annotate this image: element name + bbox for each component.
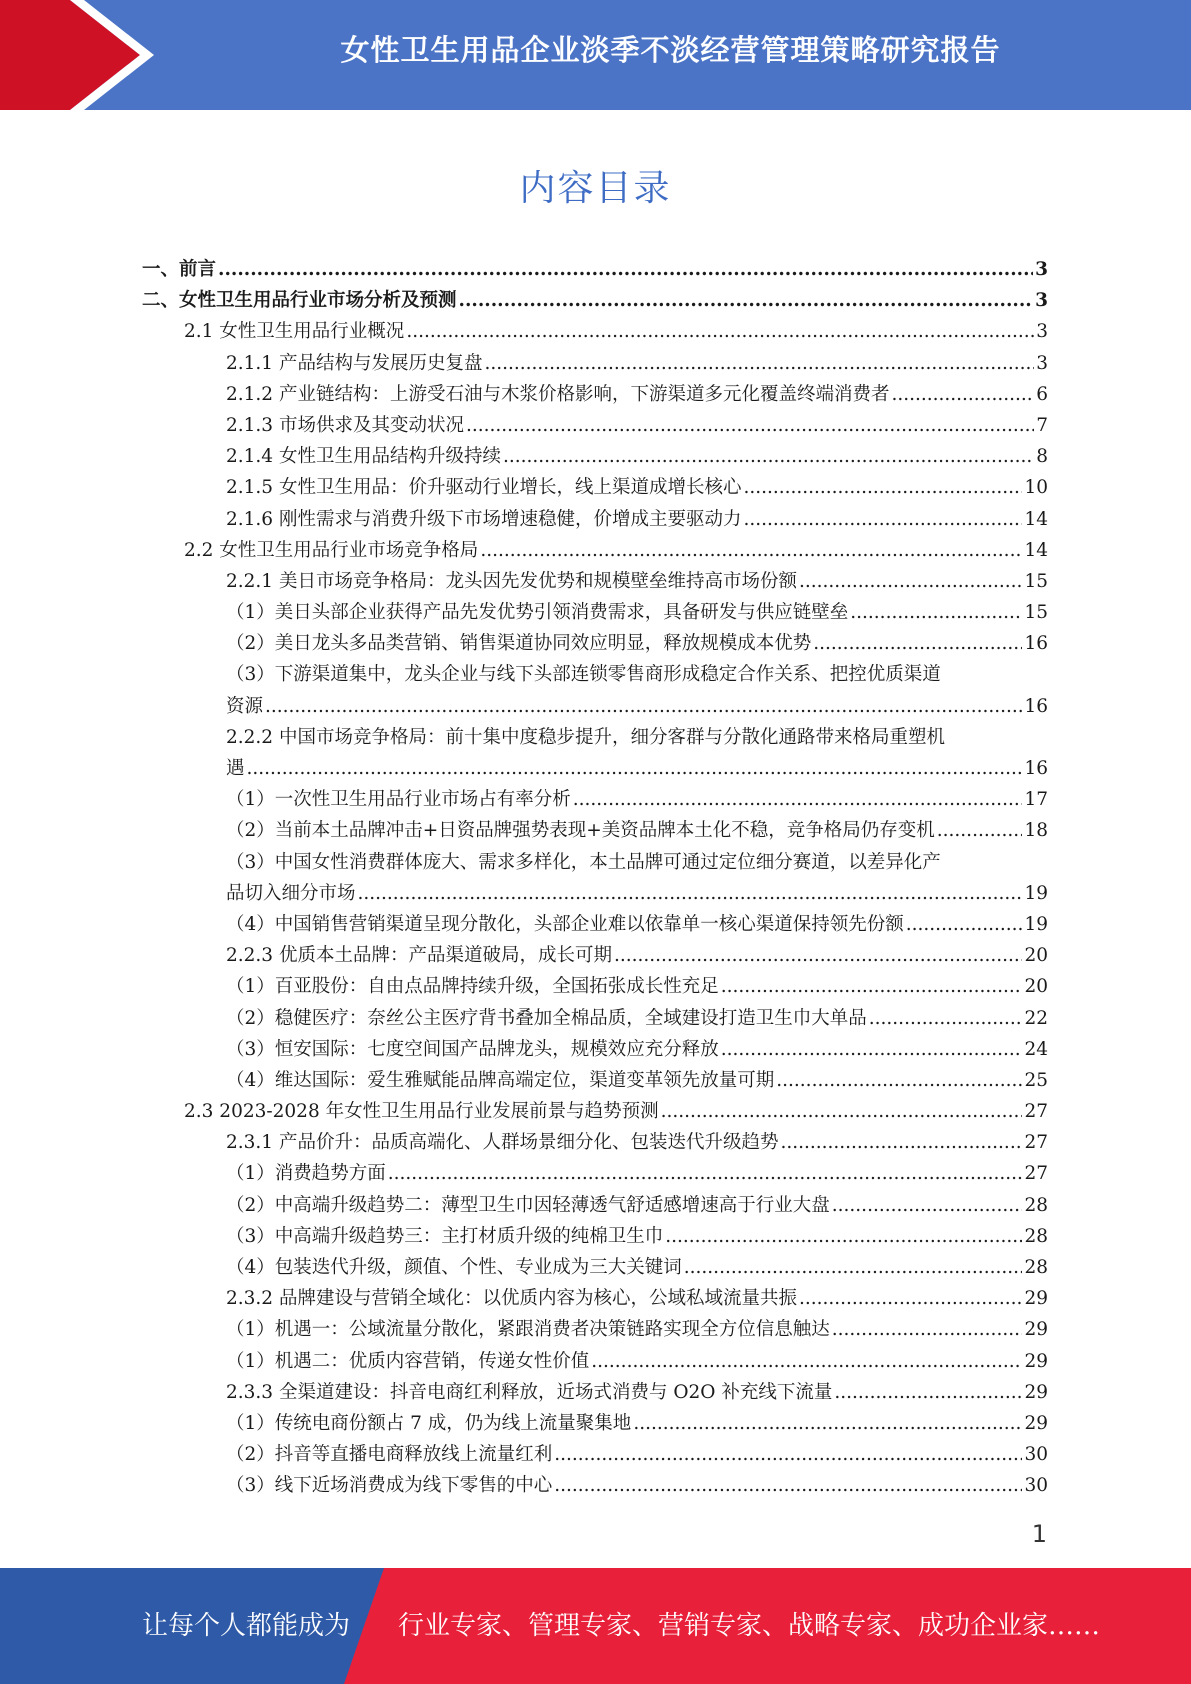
toc-entry-page: 27 [1024,1132,1048,1154]
toc-entry-page: 19 [1024,882,1048,904]
toc-entry-page: 3 [1035,259,1048,280]
toc-entry[interactable] [142,1377,1048,1408]
toc-entry[interactable] [142,1221,1048,1252]
toc-leader-dots [799,1283,1022,1314]
toc-entry-page: 25 [1024,1069,1048,1091]
toc-entry[interactable] [142,1283,1048,1314]
toc-entry-page: 3 [1036,321,1048,343]
toc-leader-dots [721,971,1023,1002]
toc-leader-dots [776,1065,1022,1096]
toc-leader-dots [834,1377,1022,1408]
toc-leader-dots [614,940,1022,971]
toc-leader-dots [247,753,1023,784]
toc-entry[interactable] [142,441,1048,472]
toc-entry-title: 遇 [226,758,245,779]
toc-entry-title: （2）当前本土品牌冲击+日资品牌强势表现+美资品牌本土化不稳，竞争格局仍存变机 [226,820,935,842]
toc-entry-page: 29 [1024,1288,1048,1310]
toc-leader-dots [218,254,1033,285]
toc-entry-title: 2.1.4 女性卫生用品结构升级持续 [226,446,501,468]
toc-entry-page: 10 [1024,477,1048,499]
toc-entry[interactable] [142,1127,1048,1158]
toc-entry-page: 3 [1036,352,1048,374]
toc-entry[interactable] [142,1034,1048,1065]
toc-entry-title: （1）机遇一：公域流量分散化，紧跟消费者决策链路实现全方位信息触达 [226,1319,830,1341]
toc-entry-title: （1）百亚股份：自由点品牌持续升级，全国拓张成长性充足 [226,976,719,998]
toc-leader-dots [554,1470,1022,1501]
toc-entry-page: 16 [1024,633,1048,655]
toc-entry-title: 2.1.6 刚性需求与消费升级下市场增速稳健，价增成主要驱动力 [226,508,742,530]
toc-leader-dots [799,566,1022,597]
toc-entry[interactable] [142,753,1048,784]
toc-entry[interactable] [142,784,1048,815]
toc-entry-page: 15 [1024,570,1048,592]
toc-leader-dots [721,1034,1023,1065]
toc-entry-title: 品切入细分市场 [226,882,356,904]
toc-entry-title: （2）中高端升级趋势二：薄型卫生巾因轻薄透气舒适感增速高于行业大盘 [226,1194,830,1216]
toc-entry[interactable] [142,722,1048,753]
toc-title: 内容目录 [519,168,672,209]
footer-slogan-right: 行业专家、管理专家、营销专家、战略专家、成功企业家…… [398,1611,1101,1641]
toc-entry-title: （1）机遇二：优质内容营销，传递女性价值 [226,1350,590,1372]
page-number: 1 [1031,1520,1047,1548]
toc-leader-dots [869,1003,1023,1034]
toc-entry-page: 15 [1024,602,1048,624]
toc-entry-title: （1）一次性卫生用品行业市场占有率分析 [226,789,571,811]
toc-leader-dots [684,1252,1023,1283]
toc-leader-dots [665,1221,1022,1252]
toc-entry-page: 30 [1024,1475,1048,1497]
toc-entry[interactable] [142,1096,1048,1127]
toc-entry-page: 29 [1024,1412,1048,1434]
page-footer [0,1568,1191,1684]
toc-entry-title: （3）恒安国际：七度空间国产品牌龙头，规模效应充分释放 [226,1038,719,1060]
toc-entry-title: 2.1 女性卫生用品行业概况 [184,321,405,343]
toc-entry-page: 8 [1036,446,1048,468]
toc-entry-title: （2）美日龙头多品类营销、销售渠道协同效应明显，释放规模成本优势 [226,633,812,655]
toc-entry-page: 16 [1024,695,1048,717]
toc-entry[interactable] [142,410,1048,441]
toc-leader-dots [388,1158,1023,1189]
toc-entry[interactable] [142,472,1048,503]
toc-entry-page: 30 [1024,1444,1048,1466]
toc-entry[interactable] [142,566,1048,597]
toc-entry-page: 27 [1024,1101,1048,1123]
toc-leader-dots [743,472,1022,503]
toc-entry[interactable] [142,909,1048,940]
toc-leader-dots [937,815,1023,846]
toc-entry[interactable] [142,597,1048,628]
toc-entry-page: 16 [1024,758,1048,779]
toc-entry-title: （1）消费趋势方面 [226,1163,386,1185]
toc-entry-title: （3）中高端升级趋势三：主打材质升级的纯棉卫生巾 [226,1225,664,1247]
toc-entry-title: （4）包装迭代升级，颜值、个性、专业成为三大关键词 [226,1257,682,1278]
header-title: 女性卫生用品企业淡季不淡经营管理策略研究报告 [340,33,1001,67]
toc-entry[interactable] [142,628,1048,659]
toc-entry[interactable] [142,285,1048,316]
toc-entry[interactable] [142,1439,1048,1470]
toc-leader-dots [573,784,1023,815]
toc-entry[interactable] [142,1470,1048,1501]
toc-leader-dots [661,1096,1023,1127]
toc-entry-page: 28 [1024,1225,1048,1247]
page-header [0,0,1191,110]
toc-entry[interactable] [142,1408,1048,1439]
toc-entry-title: （1）传统电商份额占 7 成，仍为线上流量聚集地 [226,1412,632,1434]
toc-entry-title: （4）维达国际：爱生雅赋能品牌高端定位，渠道变革领先放量可期 [226,1069,775,1091]
toc-leader-dots [780,1127,1022,1158]
footer-slogan-left: 让每个人都能成为 [142,1611,351,1641]
toc-entry-page: 6 [1036,383,1048,405]
toc-leader-dots [891,379,1034,410]
toc-leader-dots [459,285,1034,316]
toc-entry-title: （3）下游渠道集中，龙头企业与线下头部连锁零售商形成稳定合作关系、把控优质渠道 [226,664,941,686]
toc-entry[interactable] [142,1065,1048,1096]
toc-entry-page: 3 [1035,290,1048,312]
toc-entry-title: 2.2.3 优质本土品牌：产品渠道破局，成长可期 [226,945,612,967]
toc-leader-dots [832,1190,1023,1221]
toc-entry[interactable] [142,1190,1048,1221]
toc-leader-dots [906,909,1023,940]
toc-entry-page: 20 [1024,976,1048,998]
toc-entry-title: 2.3.2 品牌建设与营销全域化：以优质内容为核心，公域私域流量共振 [226,1288,797,1310]
toc-leader-dots [358,878,1023,909]
toc-entry[interactable] [142,815,1048,846]
header-arrow-decoration [0,0,160,110]
toc-entry-page: 14 [1024,508,1048,530]
toc-entry-title: 2.2.1 美日市场竞争格局：龙头因先发优势和规模壁垒维持高市场份额 [226,570,797,592]
toc-entry-title: （2）抖音等直播电商释放线上流量红利 [226,1444,553,1466]
toc-entry[interactable] [142,971,1048,1002]
toc-entry[interactable] [142,504,1048,535]
toc-entry-page: 7 [1036,414,1048,436]
toc-entry-page: 14 [1024,539,1048,561]
toc-entry-page: 18 [1024,820,1048,842]
toc-entry-title: （1）美日头部企业获得产品先发优势引领消费需求，具备研发与供应链壁垒 [226,602,849,624]
toc-leader-dots [503,441,1034,472]
toc-leader-dots [633,1408,1022,1439]
toc-entry-page: 22 [1024,1007,1048,1029]
toc-entry[interactable] [142,1003,1048,1034]
toc-leader-dots [406,316,1034,347]
toc-entry[interactable] [142,691,1048,722]
toc-entry[interactable] [142,348,1048,379]
toc-leader-dots [466,410,1034,441]
toc-entry-title: 2.3.1 产品价升：品质高端化、人群场景细分化、包装迭代升级趋势 [226,1132,779,1154]
toc-entry[interactable] [142,1252,1048,1283]
toc-leader-dots [265,691,1022,722]
table-of-contents [142,254,1048,1502]
toc-entry-title: 一、前言 [142,259,217,280]
toc-entry-title: （4）中国销售营销渠道呈现分散化，头部企业难以依靠单一核心渠道保持领先份额 [226,913,904,935]
toc-entry-title: （3）线下近场消费成为线下零售的中心 [226,1475,553,1497]
toc-entry[interactable] [142,847,1048,878]
toc-entry-page: 29 [1024,1350,1048,1372]
toc-entry-title: 二、女性卫生用品行业市场分析及预测 [142,290,457,312]
toc-leader-dots [813,628,1022,659]
toc-leader-dots [591,1346,1022,1377]
toc-entry-page: 28 [1024,1194,1048,1216]
toc-entry-page: 29 [1024,1319,1048,1341]
toc-leader-dots [832,1314,1023,1345]
toc-entry-page: 19 [1024,913,1048,935]
toc-entry[interactable] [142,1158,1048,1189]
toc-entry[interactable] [142,659,1048,690]
toc-entry[interactable] [142,940,1048,971]
toc-entry-title: 2.2.2 中国市场竞争格局：前十集中度稳步提升，细分客群与分散化通路带来格局重塑机 [226,726,945,748]
toc-entry-page: 27 [1024,1163,1048,1185]
toc-entry-title: （2）稳健医疗：奈丝公主医疗背书叠加全棉品质，全域建设打造卫生巾大单品 [226,1007,867,1029]
toc-entry-page: 29 [1024,1381,1048,1403]
toc-entry[interactable] [142,878,1048,909]
toc-entry-page: 28 [1024,1257,1048,1278]
toc-entry-title: 2.1.3 市场供求及其变动状况 [226,414,464,436]
toc-entry-title: 2.3.3 全渠道建设：抖音电商红利释放，近场式消费与 O2O 补充线下流量 [226,1381,833,1403]
toc-entry-page: 24 [1024,1038,1048,1060]
toc-leader-dots [554,1439,1022,1470]
toc-entry-title: 资源 [226,695,264,717]
toc-leader-dots [480,535,1022,566]
toc-entry-title: 2.1.5 女性卫生用品：价升驱动行业增长，线上渠道成增长核心 [226,477,742,499]
toc-entry-title: 2.1.2 产业链结构：上游受石油与木浆价格影响，下游渠道多元化覆盖终端消费者 [226,383,890,405]
toc-entry[interactable] [142,1346,1048,1377]
toc-leader-dots [850,597,1022,628]
toc-entry-page: 17 [1024,789,1048,811]
toc-entry-page: 20 [1024,945,1048,967]
toc-entry[interactable] [142,316,1048,347]
toc-leader-dots [743,504,1022,535]
toc-entry-title: （3）中国女性消费群体庞大、需求多样化，本土品牌可通过定位细分赛道，以差异化产 [226,851,941,873]
toc-entry[interactable] [142,535,1048,566]
toc-entry[interactable] [142,1314,1048,1345]
toc-entry-title: 2.3 2023-2028 年女性卫生用品行业发展前景与趋势预测 [184,1101,659,1123]
toc-entry-title: 2.1.1 产品结构与发展历史复盘 [226,352,483,374]
toc-entry[interactable] [142,379,1048,410]
toc-entry-title: 2.2 女性卫生用品行业市场竞争格局 [184,539,479,561]
toc-entry[interactable] [142,254,1048,285]
toc-leader-dots [484,348,1034,379]
